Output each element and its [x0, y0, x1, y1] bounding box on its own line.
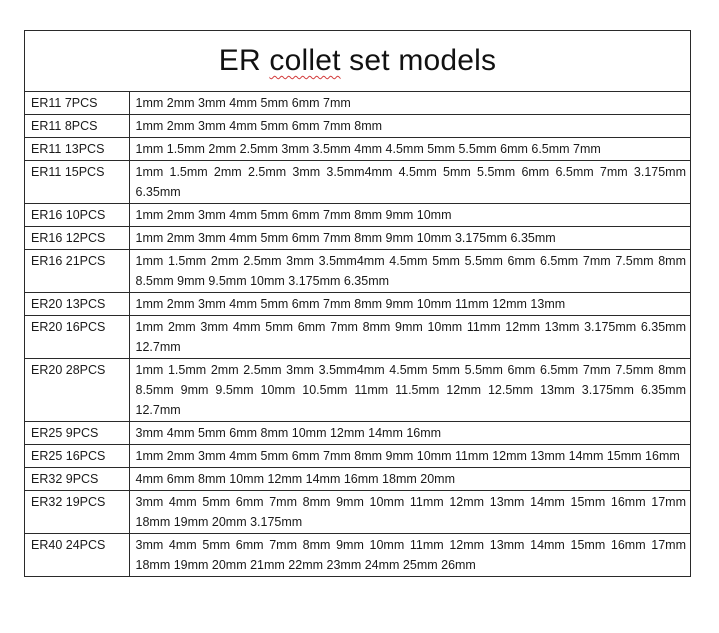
table-row — [25, 250, 690, 293]
models-grid — [25, 92, 690, 576]
sizes-cell: 3mm 4mm 5mm 6mm 7mm 8mm 9mm 10mm 11mm 12mm 13mm 14mm 15mm 16mm 17mm 18mm 19mm 20mm 21mm 22mm 23mm 24mm 25mm 26mm — [129, 534, 690, 577]
title-suffix: set models — [340, 44, 497, 77]
models-rows — [25, 92, 690, 576]
sizes-cell: 1mm 2mm 3mm 4mm 5mm 6mm 7mm 8mm — [129, 115, 690, 138]
sizes-cell: 1mm 1.5mm 2mm 2.5mm 3mm 3.5mm 4mm 4.5mm 5mm 5.5mm 6mm 6.5mm 7mm — [129, 138, 690, 161]
model-cell: ER16 12PCS — [25, 227, 129, 250]
table-row — [25, 161, 690, 204]
table-row — [25, 491, 690, 534]
sizes-cell: 4mm 6mm 8mm 10mm 12mm 14mm 16mm 18mm 20mm — [129, 468, 690, 491]
table-row — [25, 204, 690, 227]
model-cell: ER20 16PCS — [25, 316, 129, 359]
sizes-cell: 1mm 2mm 3mm 4mm 5mm 6mm 7mm 8mm 9mm 10mm — [129, 204, 690, 227]
sizes-cell: 1mm 1.5mm 2mm 2.5mm 3mm 3.5mm4mm 4.5mm 5mm 5.5mm 6mm 6.5mm 7mm 7.5mm 8mm 8.5mm 9mm 9.5mm 10mm 10.5mm 11mm 11.5mm 12mm 12.5mm 13mm 3.175mm 6.35mm 12.7mm — [129, 359, 690, 422]
sizes-cell: 1mm 1.5mm 2mm 2.5mm 3mm 3.5mm4mm 4.5mm 5mm 5.5mm 6mm 6.5mm 7mm 3.175mm 6.35mm — [129, 161, 690, 204]
sizes-cell: 1mm 2mm 3mm 4mm 5mm 6mm 7mm 8mm 9mm 10mm 3.175mm 6.35mm — [129, 227, 690, 250]
table-row — [25, 293, 690, 316]
collet-models-table — [24, 30, 691, 577]
model-cell: ER25 16PCS — [25, 445, 129, 468]
table-title — [219, 44, 496, 78]
title-prefix: ER — [218, 44, 270, 77]
sizes-cell: 3mm 4mm 5mm 6mm 8mm 10mm 12mm 14mm 16mm — [129, 422, 690, 445]
table-row — [25, 445, 690, 468]
table-row — [25, 227, 690, 250]
sizes-cell: 3mm 4mm 5mm 6mm 7mm 8mm 9mm 10mm 11mm 12mm 13mm 14mm 15mm 16mm 17mm 18mm 19mm 20mm 3.175mm — [129, 491, 690, 534]
table-row — [25, 422, 690, 445]
model-cell: ER32 9PCS — [25, 468, 129, 491]
model-cell: ER11 15PCS — [25, 161, 129, 204]
sizes-cell: 1mm 2mm 3mm 4mm 5mm 6mm 7mm 8mm 9mm 10mm 11mm 12mm 13mm 3.175mm 6.35mm 12.7mm — [129, 316, 690, 359]
model-cell: ER16 21PCS — [25, 250, 129, 293]
model-cell: ER16 10PCS — [25, 204, 129, 227]
table-row — [25, 115, 690, 138]
table-row — [25, 468, 690, 491]
title-cell — [25, 31, 690, 92]
model-cell: ER11 7PCS — [25, 92, 129, 115]
sizes-cell: 1mm 2mm 3mm 4mm 5mm 6mm 7mm — [135, 96, 351, 110]
model-cell: ER20 28PCS — [25, 359, 129, 422]
title-underlined-word: collet — [269, 44, 341, 77]
model-cell: ER11 8PCS — [25, 115, 129, 138]
table-row — [25, 534, 690, 577]
sizes-cell: 1mm 2mm 3mm 4mm 5mm 6mm 7mm 8mm 9mm 10mm 11mm 12mm 13mm — [129, 293, 690, 316]
table-row — [25, 138, 690, 161]
sizes-cell: 1mm 2mm 3mm 4mm 5mm 6mm 7mm 8mm 9mm 10mm 11mm 12mm 13mm 14mm 15mm 16mm — [129, 445, 690, 468]
model-cell: ER25 9PCS — [25, 422, 129, 445]
model-cell: ER32 19PCS — [25, 491, 129, 534]
table-row — [25, 359, 690, 422]
sizes-cell: 1mm 1.5mm 2mm 2.5mm 3mm 3.5mm4mm 4.5mm 5mm 5.5mm 6mm 6.5mm 7mm 7.5mm 8mm 8.5mm 9mm 9.5mm 10mm 3.175mm 6.35mm — [129, 250, 690, 293]
table-row — [25, 92, 690, 115]
model-cell: ER11 13PCS — [25, 138, 129, 161]
model-cell: ER40 24PCS — [25, 534, 129, 577]
model-cell: ER20 13PCS — [25, 293, 129, 316]
table-row — [25, 316, 690, 359]
